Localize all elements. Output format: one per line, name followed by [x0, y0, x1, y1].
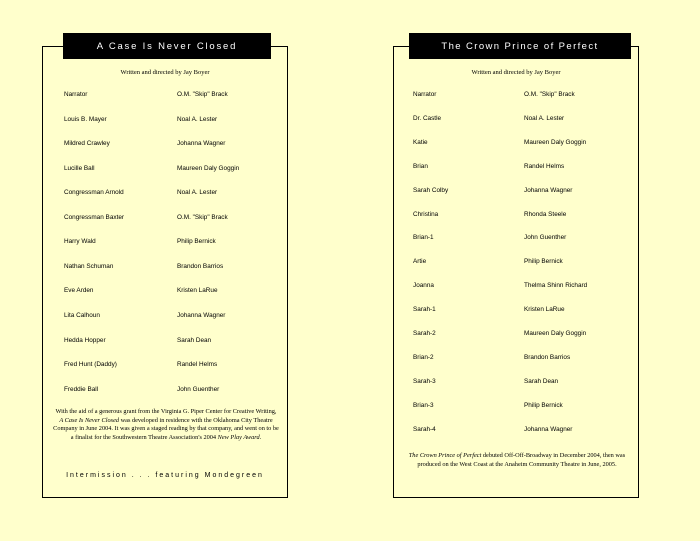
cast-row	[43, 116, 287, 126]
cast-row	[43, 361, 287, 371]
left-program-panel	[42, 40, 288, 498]
actor-name: Randel Helms	[524, 162, 565, 170]
cast-row	[394, 139, 638, 149]
character-name: Joanna	[413, 282, 434, 290]
actor-name: Sarah Dean	[524, 377, 559, 385]
byline-left: Written and directed by Jay Boyer	[120, 69, 210, 76]
note-play-title: The Crown Prince of Perfect	[408, 452, 482, 459]
cast-row	[394, 354, 638, 364]
character-name: Sarah-1	[413, 306, 436, 314]
actor-name: Kristen LaRue	[524, 306, 565, 314]
cast-row	[43, 91, 287, 101]
cast-row	[394, 163, 638, 173]
cast-row	[394, 306, 638, 316]
character-name: Freddie Ball	[64, 385, 99, 393]
character-name: Christina	[413, 210, 439, 218]
actor-name: O.M. "Skip" Brack	[524, 91, 575, 98]
cast-row	[394, 211, 638, 221]
character-name: Sarah-2	[413, 330, 436, 337]
cast-row	[43, 312, 287, 322]
actor-name: Brandon Barrios	[177, 262, 224, 270]
actor-name: Johanna Wagner	[177, 140, 226, 148]
character-name: Dr. Castle	[413, 114, 442, 122]
character-name: Congressman Baxter	[64, 213, 125, 221]
cast-row	[394, 330, 638, 340]
cast-row	[43, 337, 287, 347]
character-name: Mildred Crawley	[64, 140, 110, 148]
cast-row	[43, 287, 287, 297]
note-text: .	[259, 433, 262, 441]
cast-row	[43, 189, 287, 199]
production-note-right	[404, 452, 630, 469]
actor-name: Johanna Wagner	[524, 186, 573, 194]
character-name: Brian-2	[413, 353, 434, 361]
right-program-panel	[393, 40, 639, 498]
character-name: Louis B. Mayer	[64, 115, 107, 123]
actor-name: Johanna Wagner	[177, 311, 226, 319]
actor-name: O.M. "Skip" Brack	[177, 213, 228, 221]
note-play-title: A Case Is Never Closed	[59, 416, 120, 424]
actor-name: O.M. "Skip" Brack	[177, 91, 228, 98]
note-text: debuted Off-Off-Broadway in December 2004, then was produced on the West Coast at the Anaheim Community Theatre in June, 2005.	[417, 452, 626, 468]
cast-row	[394, 258, 638, 268]
character-name: Brian-3	[413, 401, 434, 409]
actor-name: Noal A. Lester	[524, 114, 565, 122]
cast-row	[43, 140, 287, 150]
character-name: Eve Arden	[64, 287, 94, 295]
actor-name: Noal A. Lester	[177, 115, 218, 123]
actor-name: Rhonda Steele	[524, 210, 567, 218]
character-name: Narrator	[413, 91, 437, 98]
character-name: Lucille Ball	[64, 164, 95, 172]
cast-row	[43, 263, 287, 273]
actor-name: John Guenther	[524, 234, 567, 242]
character-name: Lita Calhoun	[64, 311, 100, 319]
character-name: Brian-1	[413, 234, 434, 242]
cast-row	[394, 378, 638, 388]
cast-row	[394, 187, 638, 197]
cast-row	[394, 91, 638, 101]
cast-row	[394, 282, 638, 292]
note-text: With the aid of a generous grant from the Virginia G. Piper Center for Creative Writing,	[55, 408, 277, 415]
actor-name: Brandon Barrios	[524, 353, 571, 361]
character-name: Sarah Colby	[413, 186, 449, 194]
actor-name: Maureen Daly Goggin	[177, 164, 240, 172]
intermission-line: Intermission . . . featuring Mondegreen	[66, 472, 264, 479]
actor-name: Thelma Shinn Richard	[524, 282, 588, 290]
character-name: Katie	[413, 138, 428, 146]
actor-name: Philip Bernick	[524, 258, 563, 266]
cast-row	[43, 238, 287, 248]
production-note-left	[53, 408, 279, 442]
character-name: Artie	[413, 258, 427, 266]
actor-name: Maureen Daly Goggin	[524, 330, 587, 337]
actor-name: Philip Bernick	[524, 401, 563, 409]
actor-name: John Guenther	[177, 385, 220, 393]
note-award: New Play Award	[217, 433, 260, 441]
cast-row	[43, 386, 287, 396]
character-name: Hedda Hopper	[64, 336, 106, 344]
play-title-right: The Crown Prince of Perfect	[409, 33, 631, 59]
actor-name: Kristen LaRue	[177, 287, 218, 295]
play-title-left: A Case Is Never Closed	[63, 33, 271, 59]
cast-row	[394, 402, 638, 412]
character-name: Harry Wald	[64, 238, 96, 246]
actor-name: Noal A. Lester	[177, 189, 218, 197]
character-name: Narrator	[64, 91, 88, 98]
byline-right: Written and directed by Jay Boyer	[471, 69, 561, 76]
character-name: Sarah-3	[413, 377, 436, 385]
character-name: Brian	[413, 162, 428, 170]
actor-name: Maureen Daly Goggin	[524, 138, 587, 146]
actor-name: Sarah Dean	[177, 336, 212, 344]
character-name: Congressman Arnold	[64, 189, 124, 197]
cast-row	[394, 115, 638, 125]
actor-name: Philip Bernick	[177, 238, 216, 246]
cast-row	[394, 234, 638, 244]
character-name: Sarah-4	[413, 425, 436, 433]
cast-row	[43, 165, 287, 175]
actor-name: Johanna Wagner	[524, 425, 573, 433]
cast-row	[43, 214, 287, 224]
actor-name: Randel Helms	[177, 361, 218, 369]
cast-row	[394, 426, 638, 436]
character-name: Nathan Schuman	[64, 262, 114, 270]
note-text: was developed in residence with the Oklahoma City Theatre Company in June 2004. It was given a staged reading by that company, and went on to be a finalist for the Southwestern Theatre Association's 2004	[53, 416, 279, 441]
character-name: Fred Hunt (Daddy)	[64, 361, 117, 369]
